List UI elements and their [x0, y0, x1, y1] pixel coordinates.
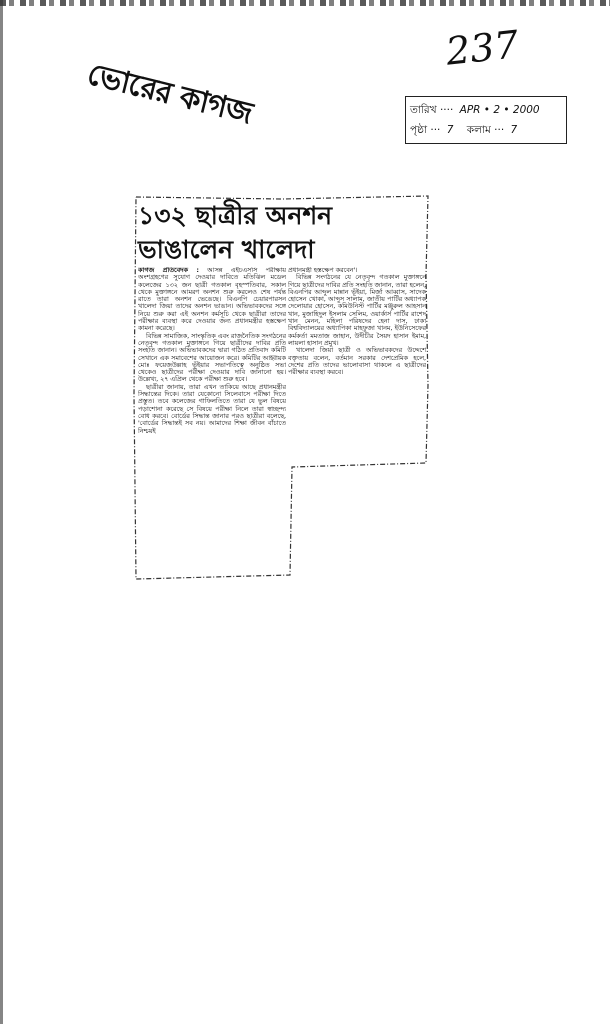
article-paragraph: বিভিন্ন সংগঠনের যে নেতৃবৃন্দ গতকাল মুক্তাঙ্গনে গিয়ে ছাত্রীদের দাবির প্রতি সংহতি জানান, তারা হলেন, বিএনপির আব্দুল মান্নান ভূঁইয়া, মির্জা আব্বাস, সাদেক হোসেন খোকা, আব্দুস সালাম, জাতীয় পার্টির অধ্যাপক দেলোয়ার হোসেন, কমিউনিস্ট পার্টির মঞ্জুরুল আহসান খান, মুজাহিদুল ইসলাম সেলিম, ওয়ার্কার্স পার্টির রাশেদ খান মেনন, মহিলা পরিষদের হেনা দাস, ঢাকা বিশ্ববিদ্যালয়ের অধ্যাপিকা মাহফুজা খানম, ইউনিসেফের কর্মকর্তা মমতাজ জাহান, উদীচীর সৈয়দ হাসান ইমাম, লায়লা হাসান প্রমুখ। — [288, 273, 426, 347]
stamp-column-value: 7 — [510, 124, 518, 136]
newspaper-masthead: ভোরের কাগজ — [83, 56, 256, 132]
article-column-left — [138, 267, 286, 575]
stamp-page-row: পৃষ্ঠা ··· 7 কলাম ··· 7 — [410, 124, 518, 136]
archive-stamp — [405, 96, 567, 144]
article-headline — [138, 199, 424, 267]
stamp-column-label: কলাম — [466, 124, 491, 136]
article-paragraph: খালেদা জিয়া ছাত্রী ও অভিভাবকদের উদ্দেশে বক্তৃতায় বলেন, বর্তমান সরকার দেশপ্রেমিক হলে, দেশের প্রতি তাদের ভালোবাসা থাকলে এ ছাত্রীদের পরীক্ষার ব্যবস্থা করবে। — [288, 346, 426, 377]
handwritten-page-number: 237 — [443, 22, 521, 74]
article-paragraph: ছাত্রীরা জানায়, তারা এখন তাকিয়ে আছে প্রধানমন্ত্রীর সিদ্ধান্তের দিকে। তারা যেকোনো সিলেবাসে পরীক্ষা দিতে প্রস্তুত। তবে কলেজের গাফিলতিতে তারা যে ভুল বিষয়ে পড়াশোনা করেছে সে বিষয়ে পরীক্ষা নিলে তারা স্বাচ্ছন্দ্য বোধ করবে। বোর্ডের সিদ্ধান্ত জানার পরও ছাত্রীরা বলেছে, 'বোর্ডের সিদ্ধান্তই সব নয়। আমাদের শিক্ষা জীবন বাঁচাতে নিশ্চয়ই — [138, 382, 286, 435]
headline-line-1: ১৩২ ছাত্রীর অনশন — [138, 201, 333, 230]
article-paragraph — [138, 267, 286, 333]
article-column-right — [288, 267, 426, 467]
headline-line-2: ভাঙালেন খালেদা — [138, 235, 315, 264]
stamp-page-value: 7 — [446, 124, 454, 136]
article-byline: কাগজ প্রতিবেদক : — [138, 267, 199, 274]
stamp-date-label: তারিখ — [410, 104, 437, 116]
article-paragraph: বিভিন্ন সামাজিক, সাংস্কৃতিক এবং রাজনৈতিক সংগঠনের নেতৃবৃন্দ গতকাল মুক্তাঙ্গনে গিয়ে ছাত্রীদের দাবির প্রতি সংহতি জানান। অভিভাবকদের দ্বারা গঠিত প্রতিবাদ কমিটি সেখানে এক সমাবেশের আয়োজন করে। কমিটির আহ্বায়ক মোঃ ফয়েজউল্লাহ ভূঁইয়ার সভাপতিত্বে অনুষ্ঠিত সভা থেকেও ছাত্রীদের পরীক্ষা দেওয়ার দাবি জানানো হয়। উল্লেখ্য, ২৭ এপ্রিল থেকে পরীক্ষা শুরু হবে। — [138, 331, 286, 384]
scan-left-edge — [0, 0, 3, 1024]
article-paragraph: প্রধানমন্ত্রী হস্তক্ষেপ করবেন'। — [288, 267, 358, 274]
stamp-date-value: APR • 2 • 2000 — [459, 104, 540, 116]
scan-top-edge — [0, 0, 610, 6]
article-paragraph-text: আসন্ন এইচএসসি পরীক্ষায় অংশগ্রহণের সুযোগ দেওয়ার দাবিতে মতিঝিল মডেল কলেজের ১৩২ জন ছাত্রী গতকাল বৃহস্পতিবার, সকাল থেকে মুক্তাঙ্গনে আমরণ অনশন শুরু করলেও শেষ পর্যন্ত রাতে তারা অনশন ভেঙেছে। বিএনপি চেয়ারপারসন খালেদা জিয়া তাদের অনশন ভাঙান। অভিভাবকদের সঙ্গে নিয়ে শুরু করা এই অনশন কর্মসূচি থেকে ছাত্রীরা তাদের পরীক্ষার ব্যবস্থা করে দেওয়ার জন্য প্রধানমন্ত্রীর হস্তক্ষেপ কামনা করেছে। — [138, 267, 286, 333]
stamp-page-label: পৃষ্ঠা — [410, 124, 428, 136]
news-clipping — [132, 195, 430, 581]
stamp-date-row: তারিখ ···· APR • 2 • 2000 — [410, 104, 540, 116]
